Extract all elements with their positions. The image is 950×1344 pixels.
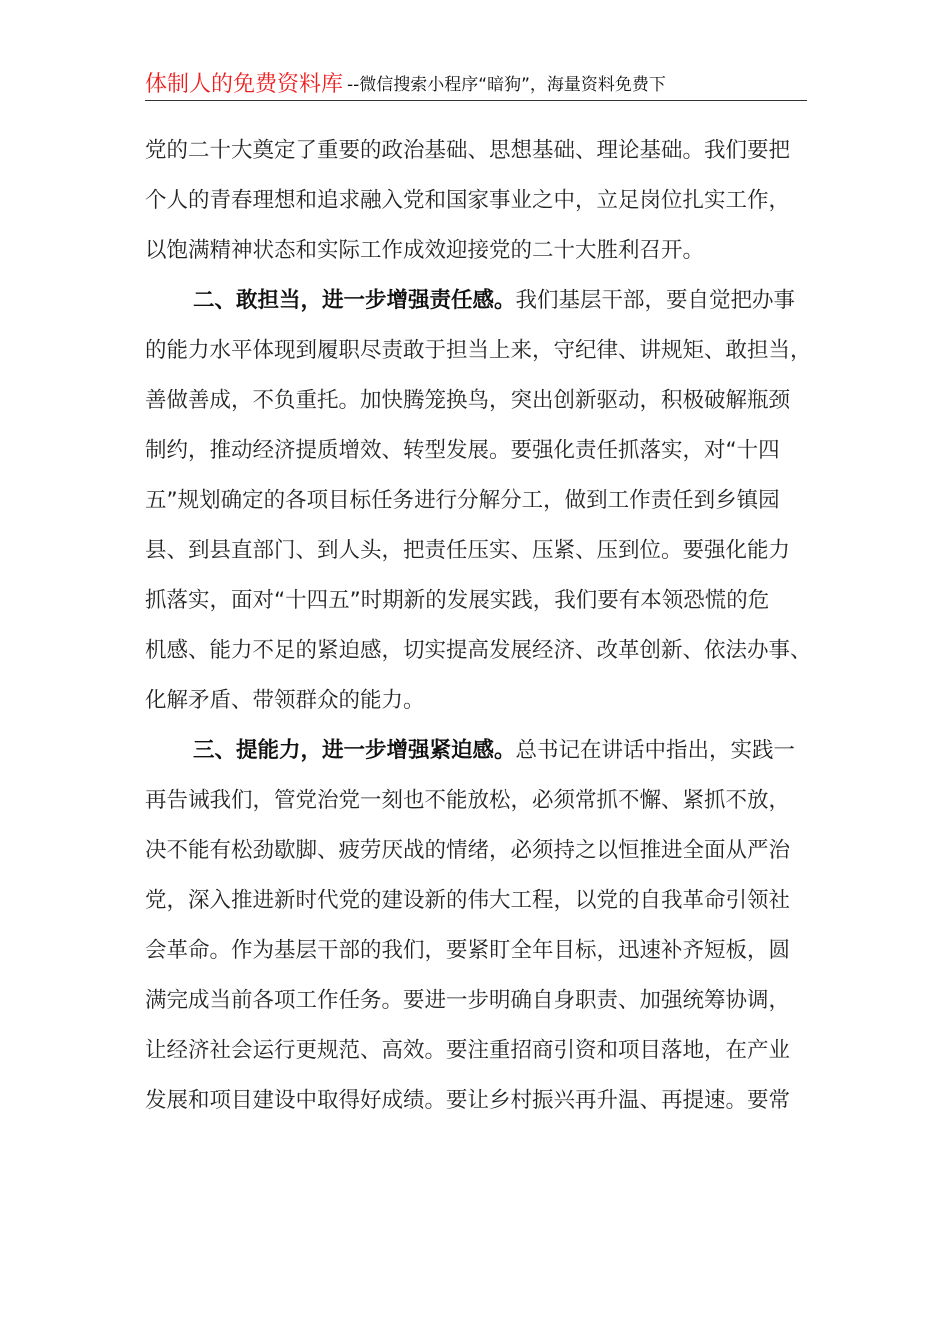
paragraph-line: 抓落实，面对“十四五”时期新的发展实践，我们要有本领恐慌的危 — [145, 588, 770, 613]
paragraph-line: 善做善成，不负重托。加快腾笼换鸟，突出创新驱动，积极破解瓶颈 — [145, 388, 791, 413]
paragraph-text: 我们基层干部，要自觉把办事 — [515, 288, 796, 313]
paragraph-line: 五”规划确定的各项目标任务进行分解分工，做到工作责任到乡镇园 — [145, 488, 780, 513]
paragraph-line: 以饱满精神状态和实际工作成效迎接党的二十大胜利召开。 — [145, 238, 705, 263]
paragraph-line: 党的二十大奠定了重要的政治基础、思想基础、理论基础。我们要把 — [145, 138, 791, 163]
paragraph-line: 党，深入推进新时代党的建设新的伟大工程，以党的自我革命引领社 — [145, 888, 791, 913]
paragraph-line: 制约，推动经济提质增效、转型发展。要强化责任抓落实，对“十四 — [145, 438, 780, 463]
paragraph-3 — [145, 726, 801, 1126]
section-heading: 三、提能力，进一步增强紧迫感。 — [193, 738, 516, 763]
paragraph-line: 个人的青春理想和追求融入党和国家事业之中，立足岗位扎实工作， — [145, 188, 791, 213]
header-subtitle: --微信搜索小程序“暗狗”，海量资料免费下 — [347, 75, 666, 95]
section-heading: 二、敢担当，进一步增强责任感。 — [193, 288, 516, 313]
paragraph-1 — [145, 126, 801, 276]
paragraph-text: 总书记在讲话中指出，实践一 — [515, 738, 796, 763]
paragraph-first-line — [145, 276, 801, 326]
paragraph-line: 再告诫我们，管党治党一刻也不能放松，必须常抓不懈、紧抓不放， — [145, 788, 791, 813]
header-title: 体制人的免费资料库 — [145, 72, 344, 97]
paragraph-2 — [145, 276, 812, 726]
paragraph-line: 满完成当前各项工作任务。要进一步明确自身职责、加强统筹协调， — [145, 988, 791, 1013]
paragraph-line: 的能力水平体现到履职尽责敢于担当上来，守纪律、讲规矩、敢担当， — [145, 338, 812, 363]
paragraph-line: 机感、能力不足的紧迫感，切实提高发展经济、改革创新、依法办事、 — [145, 638, 812, 663]
paragraph-line: 县、到县直部门、到人头，把责任压实、压紧、压到位。要强化能力 — [145, 538, 791, 563]
paragraph-line: 化解矛盾、带领群众的能力。 — [145, 688, 425, 713]
paragraph-line: 决不能有松劲歇脚、疲劳厌战的情绪，必须持之以恒推进全面从严治 — [145, 838, 791, 863]
paragraph-first-line — [145, 726, 801, 776]
document-header — [145, 70, 807, 101]
paragraph-line: 会革命。作为基层干部的我们，要紧盯全年目标，迅速补齐短板，圆 — [145, 938, 791, 963]
paragraph-line: 发展和项目建设中取得好成绩。要让乡村振兴再升温、再提速。要常 — [145, 1088, 791, 1113]
document-body — [145, 126, 812, 1126]
paragraph-line: 让经济社会运行更规范、高效。要注重招商引资和项目落地，在产业 — [145, 1038, 791, 1063]
